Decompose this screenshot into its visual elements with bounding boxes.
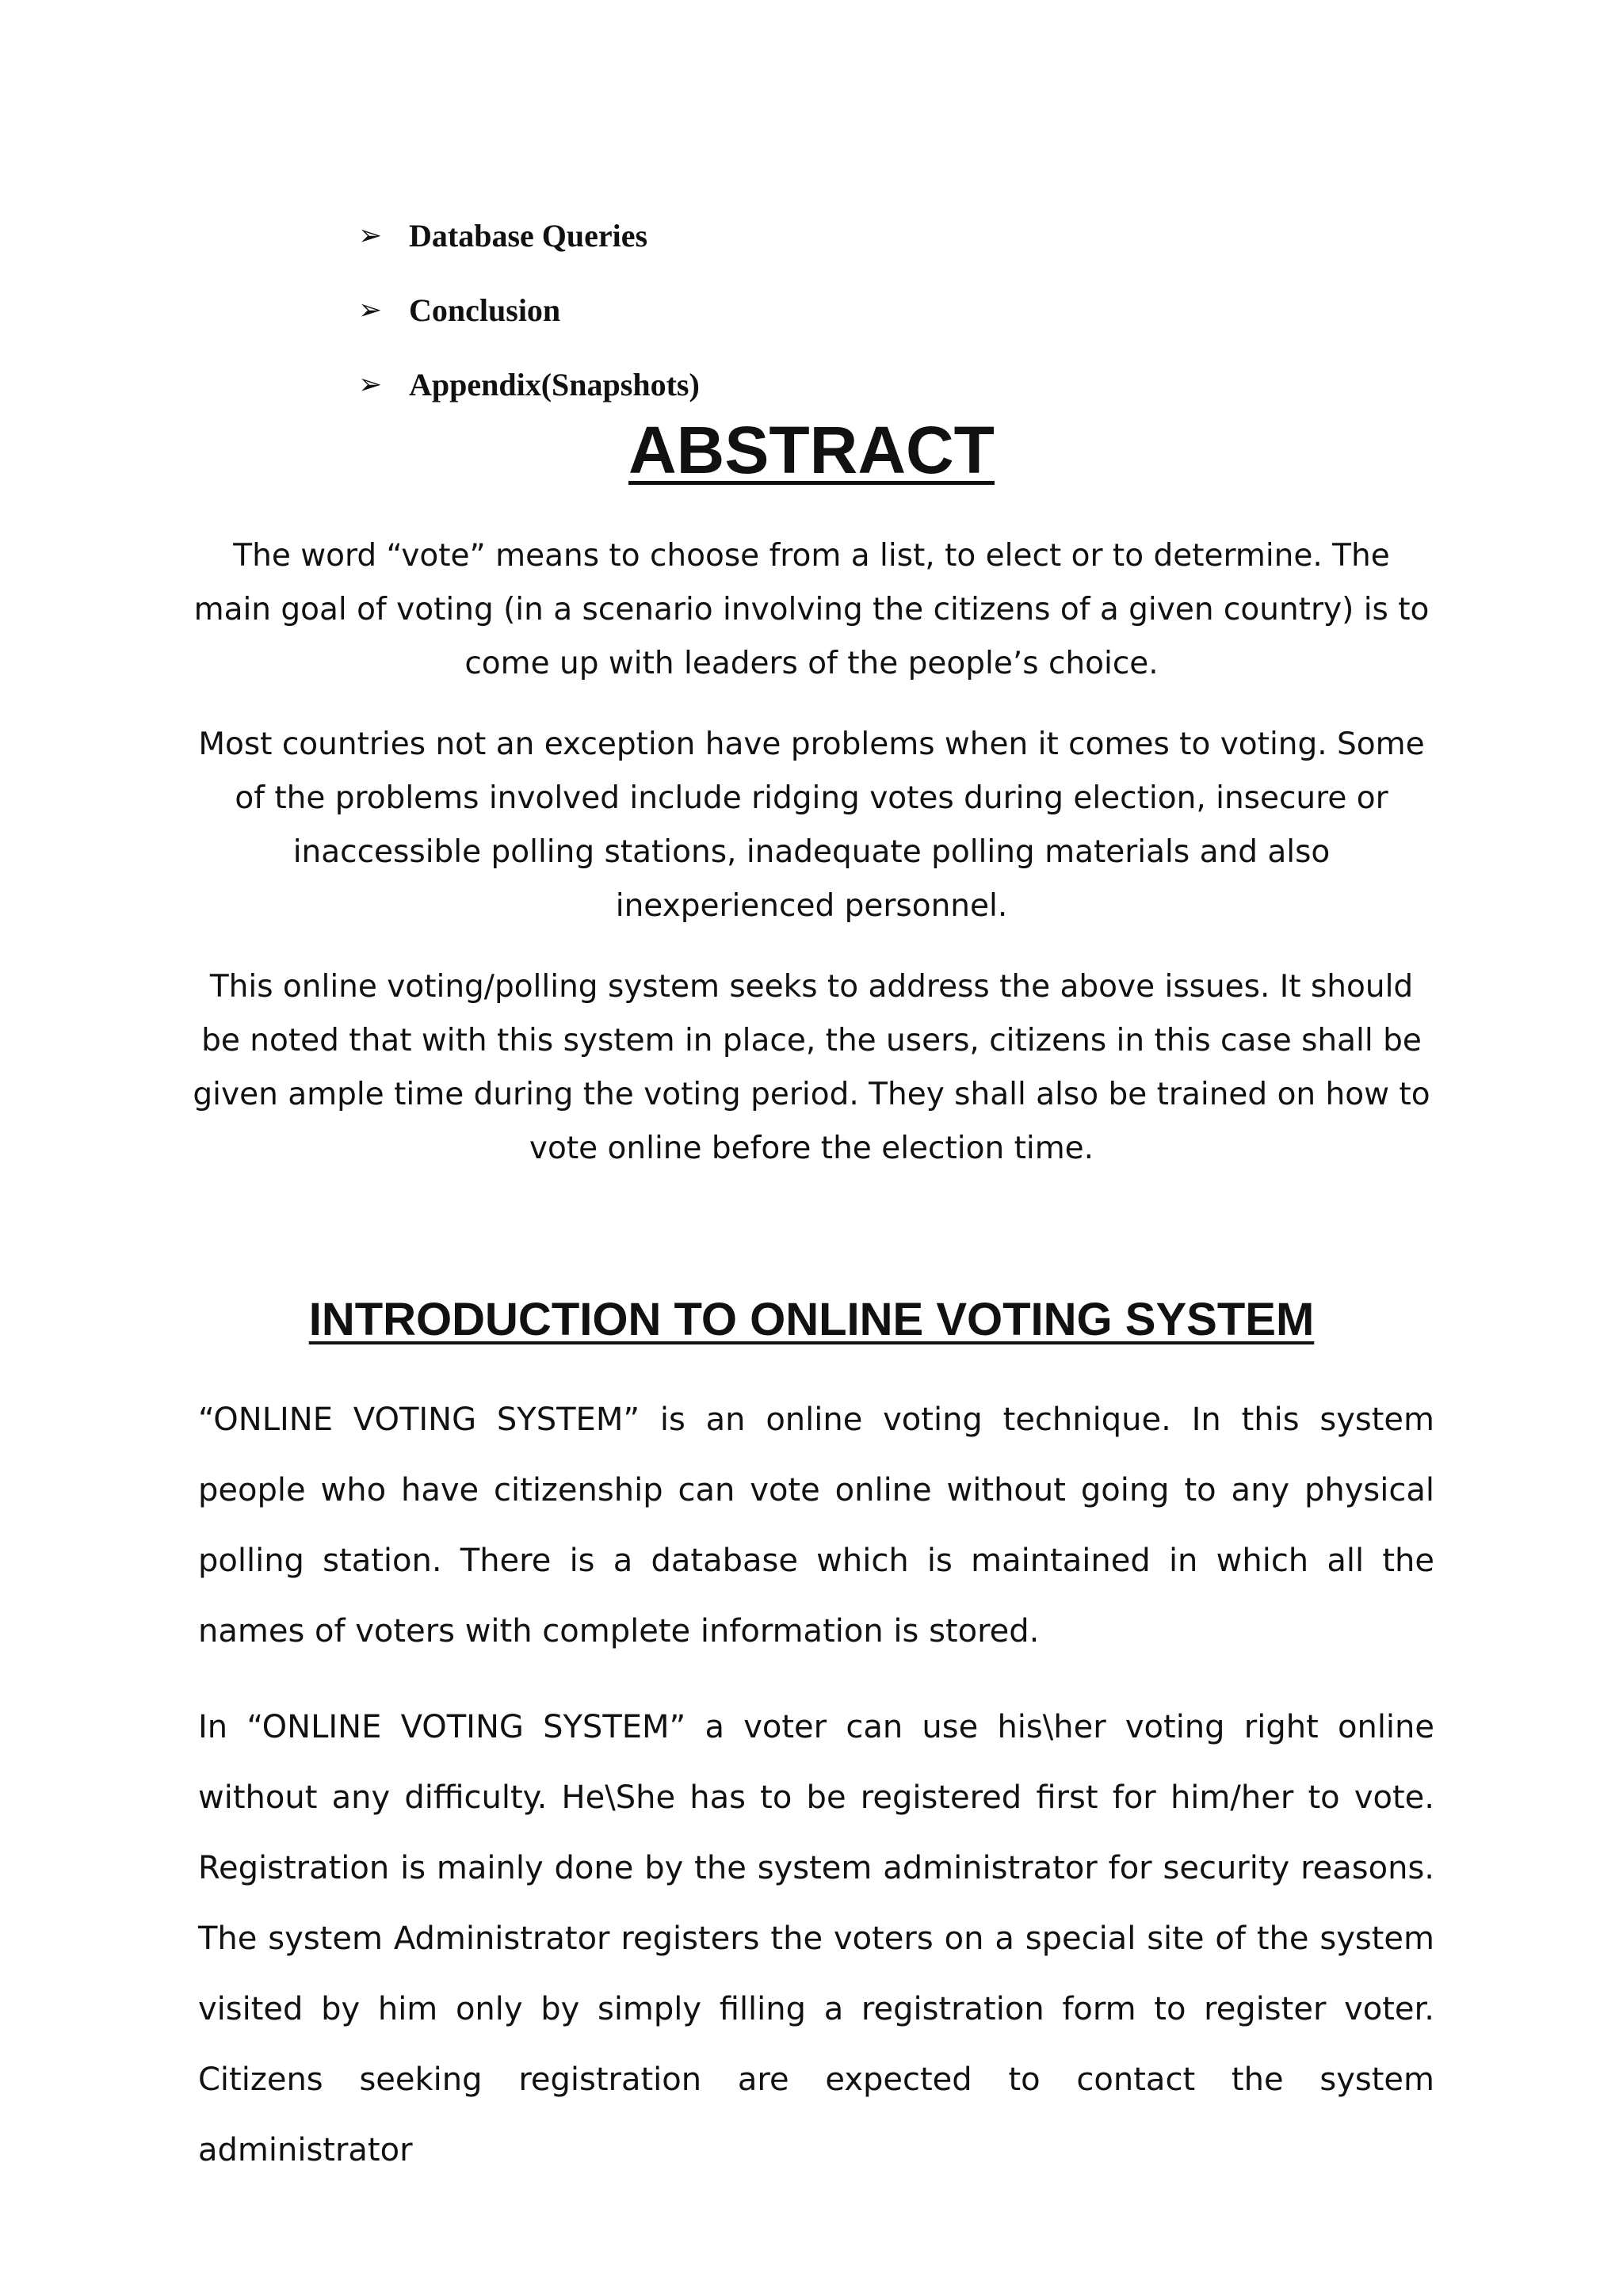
table-of-contents-list <box>358 198 700 421</box>
abstract-paragraph: The word “vote” means to choose from a list, to elect or to determine. The main goal of voting (in a scenario involving the citizens of a given country) is to come up with leaders of the people’s choice. <box>193 538 1430 681</box>
arrow-bullet-icon: ➢ <box>358 368 383 401</box>
introduction-heading: INTRODUCTION TO ONLINE VOTING SYSTEM <box>308 1294 1315 1345</box>
introduction-paragraph: In “ONLINE VOTING SYSTEM” a voter can use his\her voting right online without any difficulty. He\She has to be registered first for him/her to vote. Registration is mainly done by the system administrator for security reasons. The system Administrator registers the voters on a special site of the system visited by him only by simply filling a registration form to register voter. Citizens seeking registration are expected to contact the system administrator <box>198 1709 1434 2168</box>
toc-item-label: Appendix(Snapshots) <box>409 366 700 402</box>
introduction-body <box>198 1385 1434 2211</box>
abstract-paragraph: Most countries not an exception have problems when it comes to voting. Some of the problems involved include ridging votes during election, insecure or inaccessible polling stations, inadequate polling materials and also inexperienced personnel. <box>198 727 1425 924</box>
arrow-bullet-icon: ➢ <box>358 219 383 252</box>
toc-item-label: Database Queries <box>409 217 648 254</box>
abstract-paragraph: This online voting/polling system seeks to address the above issues. It should be noted that with this system in place, the users, citizens in this case shall be given ample time during the voting period. They shall also be trained on how to vote online before the election time. <box>193 969 1430 1166</box>
arrow-bullet-icon: ➢ <box>358 293 383 326</box>
introduction-paragraph: “ONLINE VOTING SYSTEM” is an online voting technique. In this system people who have citizenship can vote online without going to any physical polling station. There is a database which is maintained in which all the names of voters with complete information is stored. <box>198 1402 1434 1650</box>
toc-item <box>358 347 700 421</box>
toc-item <box>358 198 700 273</box>
abstract-body <box>190 529 1433 1203</box>
abstract-heading: ABSTRACT <box>628 413 995 487</box>
toc-item <box>358 273 700 347</box>
toc-item-label: Conclusion <box>409 292 561 328</box>
